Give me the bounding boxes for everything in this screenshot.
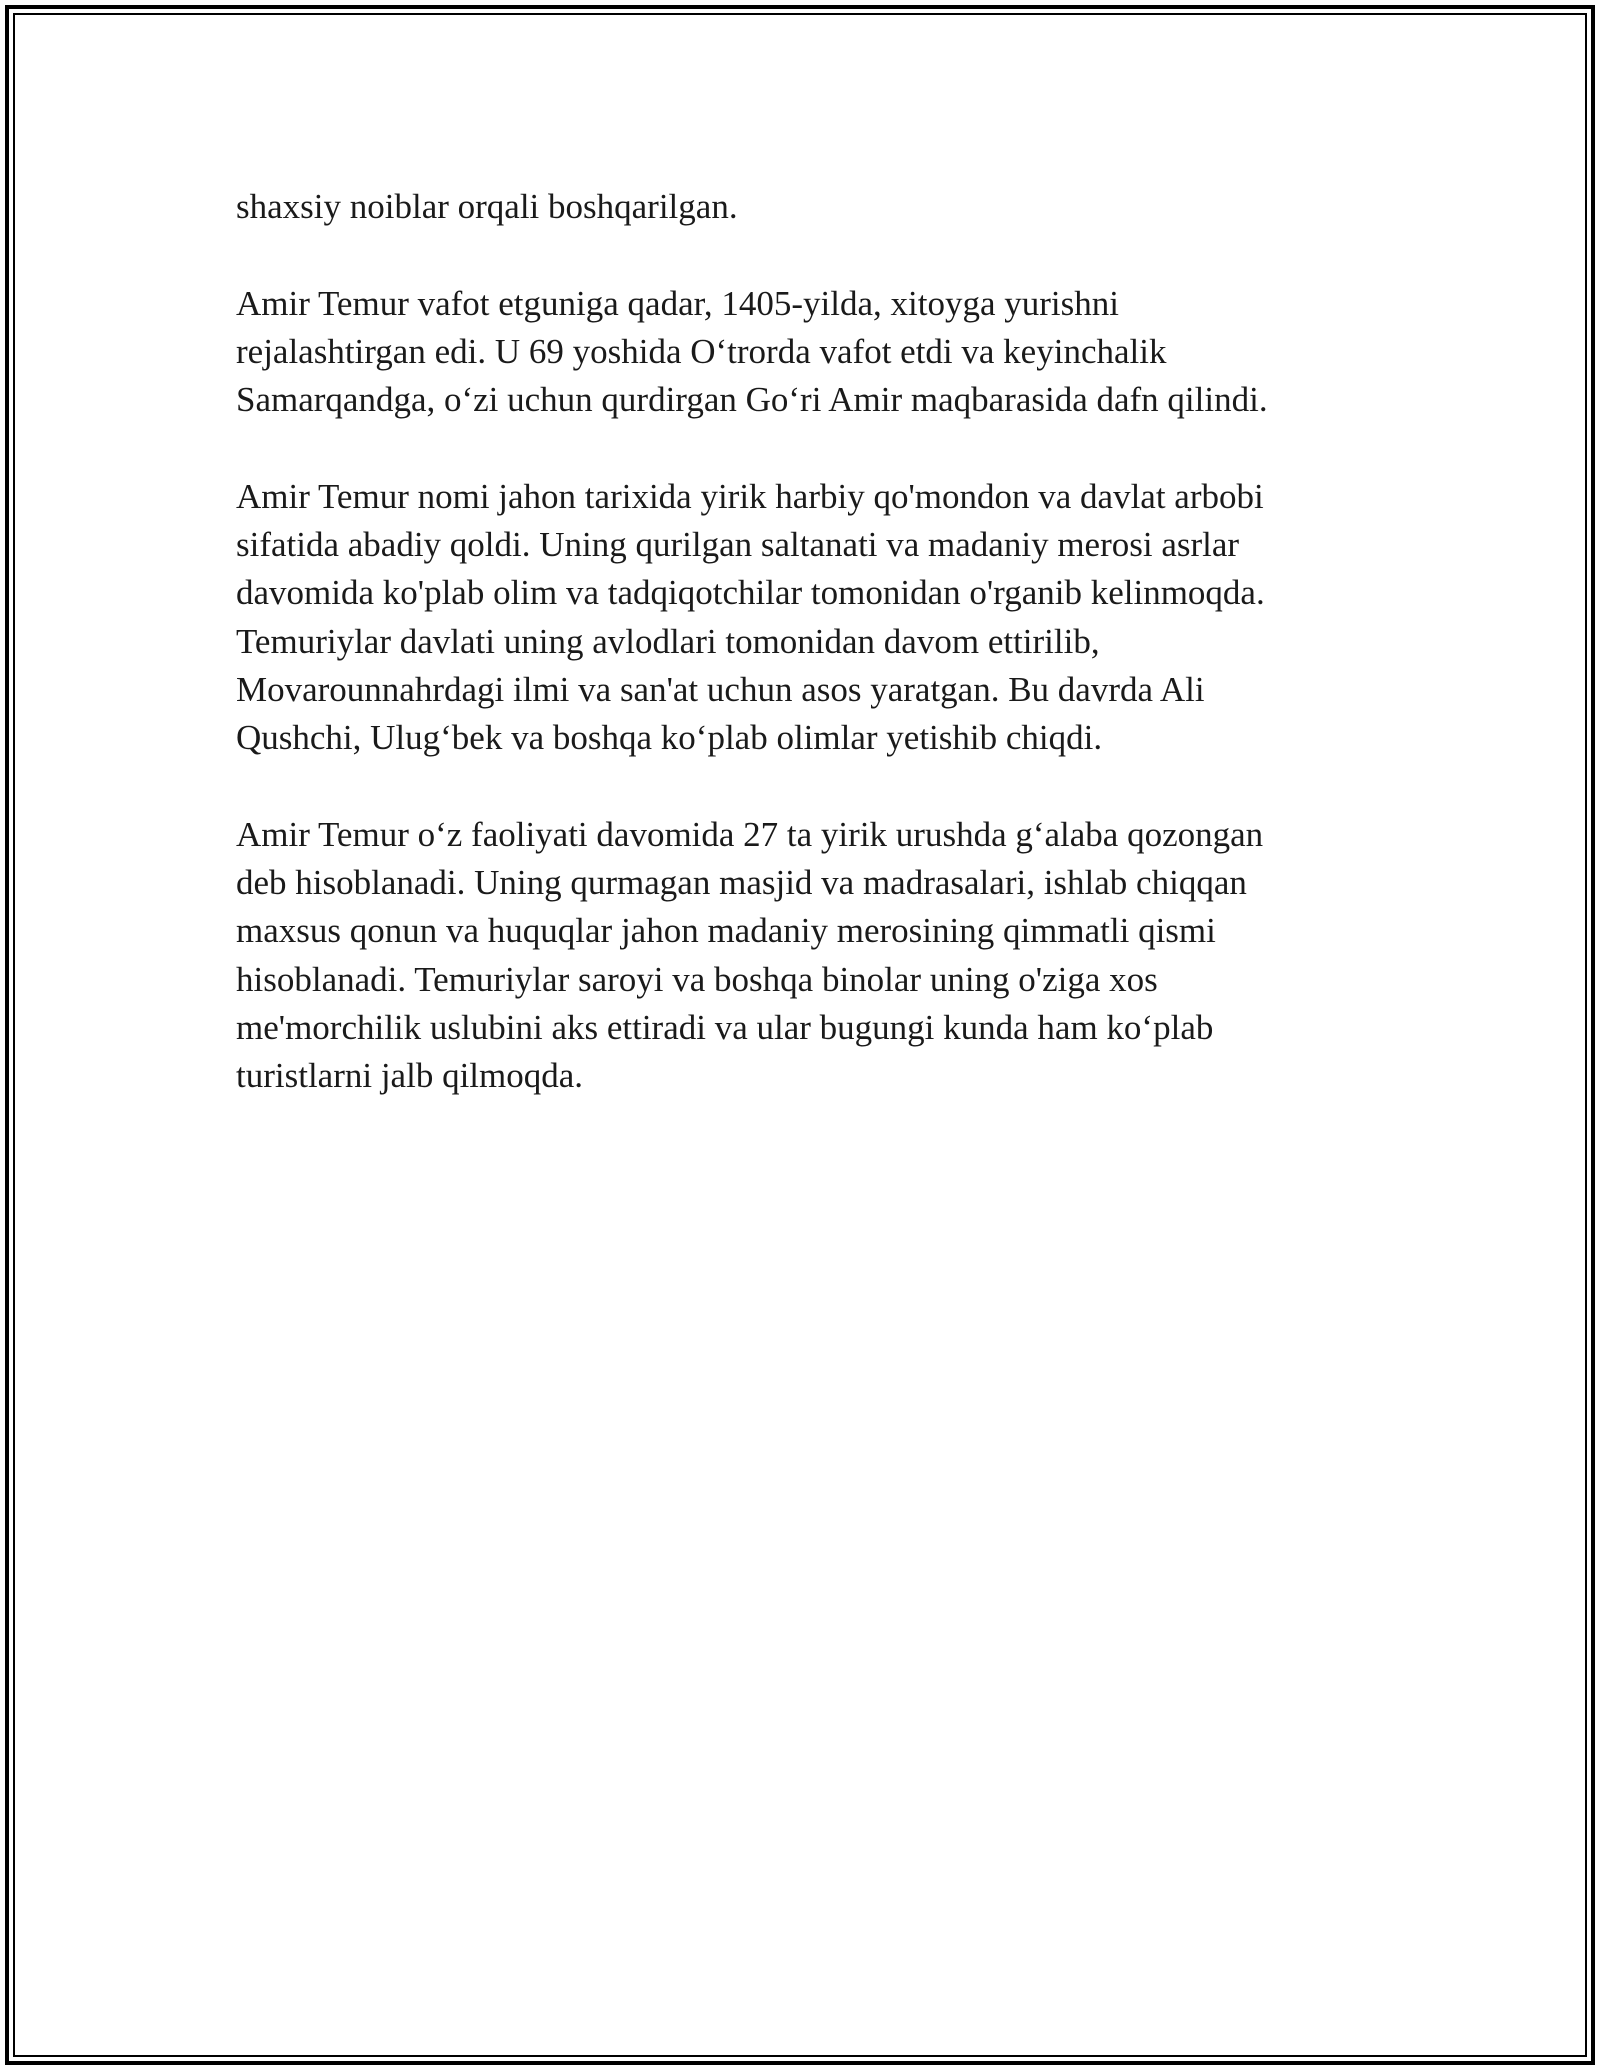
paragraph-4: Amir Temur o‘z faoliyati davomida 27 ta yirik urushda g‘alaba qozongan deb hisoblanadi. Uning qurmagan masjid va madrasalari, ishlab chiqqan maxsus qonun va huquqlar jahon madaniy merosining qimmatli qismi hisoblanadi. Temuriylar saroyi va boshqa binolar uning o'ziga xos me'morchilik uslubini aks ettiradi va ular bugungi kunda ham ko‘plab turistlarni jalb qilmoqda. <box>236 814 1264 1096</box>
document-body <box>236 183 1386 1149</box>
paragraph-3: Amir Temur nomi jahon tarixida yirik harbiy qo'mondon va davlat arbobi sifatida abadiy qoldi. Uning qurilgan saltanati va madaniy merosi asrlar davomida ko'plab olim va tadqiqotchilar tomonidan o'rganib kelinmoqda. Temuriylar davlati uning avlodlari tomonidan davom ettirilib, Movarounnahrdagi ilmi va san'at uchun asos yaratgan. Bu davrda Ali Qushchi, Ulug‘bek va boshqa ko‘plab olimlar yetishib chiqdi. <box>236 476 1265 758</box>
paragraph-2: Amir Temur vafot etguniga qadar, 1405-yilda, xitoyga yurishni rejalashtirgan edi. U 69 yoshida O‘trorda vafot etdi va keyinchalik Samarqandga, o‘zi uchun qurdirgan Go‘ri Amir maqbarasida dafn qilindi. <box>236 283 1268 420</box>
paragraph-1: shaxsiy noiblar orqali boshqarilgan. <box>236 187 738 226</box>
